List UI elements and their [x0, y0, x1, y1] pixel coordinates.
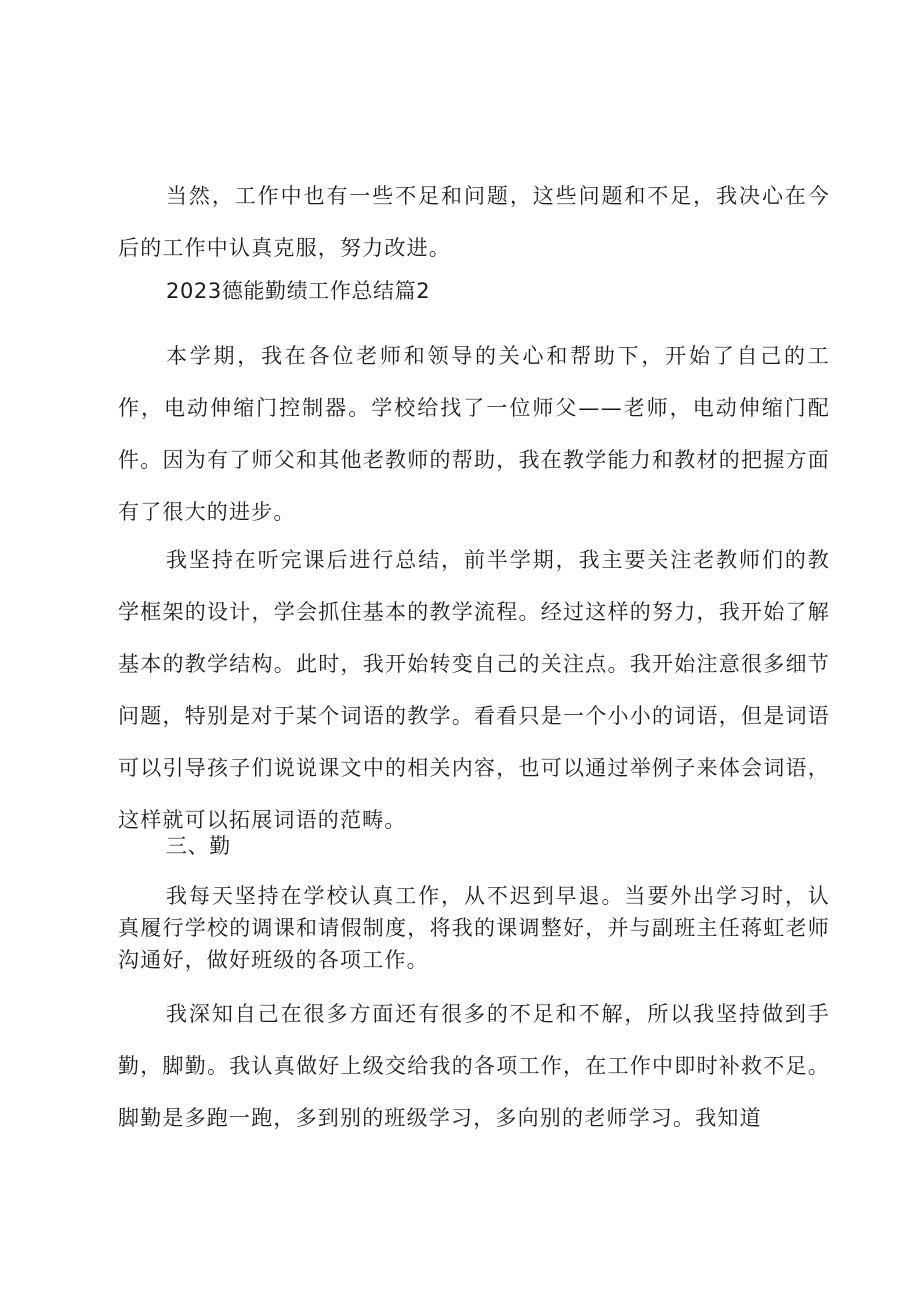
paragraph-hands-and-feet: 我深知自己在很多方面还有很多的不足和不解，所以我坚持做到手勤，脚勤。我认真做好上级交给我的各项工作，在工作中即时补救不足。脚勤是多跑一跑，多到别的班级学习，多向别的老师学习。我知道 — [118, 1002, 830, 1130]
paragraph-daily-attendance: 我每天坚持在学校认真工作，从不迟到早退。当要外出学习时，认真履行学校的调课和请假制度，将我的课调整好，并与副班主任蒋虹老师沟通好，做好班级的各项工作。 — [118, 884, 830, 972]
paragraph-lesson-reflection: 我坚持在听完课后进行总结，前半学期，我主要关注老教师们的教学框架的设计，学会抓住基本的教学流程。经过这样的努力，我开始了解基本的教学结构。此时，我开始转变自己的关注点。我开始注意很多细节问题，特别是对于某个词语的教学。看看只是一个小小的词语，但是词语可以引导孩子们说说课文中的相关内容，也可以通过举例子来体会词语，这样就可以拓展词语的范畴。 — [118, 548, 830, 832]
section-title-summary-2: 2023德能勤绩工作总结篇2 — [166, 279, 431, 303]
section-heading-diligence: 三、勤 — [166, 834, 231, 858]
paragraph-semester-start: 本学期，我在各位老师和领导的关心和帮助下，开始了自己的工作，电动伸缩门控制器。学校给找了一位师父——老师，电动伸缩门配件。因为有了师父和其他老教师的帮助，我在教学能力和教材的把握方面有了很大的进步。 — [118, 344, 830, 524]
paragraph-shortcomings: 当然，工作中也有一些不足和问题，这些问题和不足，我决心在今后的工作中认真克服，努力改进。 — [118, 184, 830, 260]
